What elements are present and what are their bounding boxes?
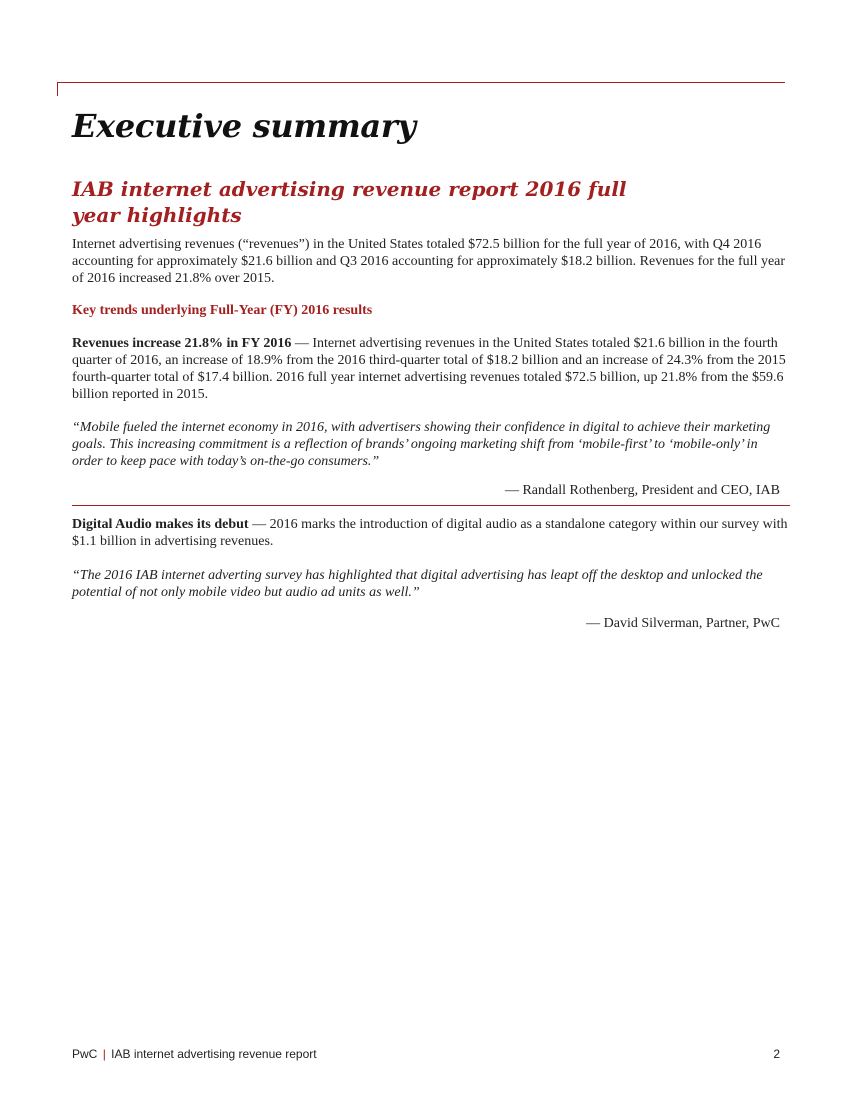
rothenberg-quote: “Mobile fueled the internet economy in 2016, with advertisers showing their confidence in digital to achieve their marketing goals. This increasing commitment is a reflection of brands’ ongoing marketing shift from ‘mobile-first’ to ‘mobile-only’ in order to keep pace with today’s on-the-go consumers.” <box>72 420 771 469</box>
header-rule-tick <box>57 82 58 96</box>
revenues-lead: Revenues increase 21.8% in FY 2016 <box>72 336 292 351</box>
section-divider <box>72 505 790 506</box>
header-rule <box>57 82 785 83</box>
highlights-heading: IAB internet advertising revenue report 2016 full year highlights <box>72 177 627 227</box>
audio-text: — 2016 marks the introduction of digital audio as a standalone category within our survey with $1.1 billion in advertising revenues. <box>72 517 788 549</box>
footer-report-name: IAB internet advertising revenue report <box>111 1047 317 1061</box>
page-content <box>72 100 790 632</box>
footer-brand: PwC <box>72 1047 98 1061</box>
silverman-attribution: — David Silverman, Partner, PwC <box>586 616 780 631</box>
silverman-quote: “The 2016 IAB internet adverting survey has highlighted that digital advertising has leapt off the desktop and unlocked the potential of not only mobile video but audio ad units as well.” <box>72 568 763 600</box>
rothenberg-attribution: — Randall Rothenberg, President and CEO, IAB <box>504 483 780 498</box>
audio-paragraph <box>72 516 790 550</box>
footer-separator: | <box>102 1047 106 1061</box>
page-number: 2 <box>773 1047 780 1061</box>
revenues-paragraph <box>72 335 790 403</box>
highlights-intro: Internet advertising revenues (“revenues”) in the United States totaled $72.5 billion for the full year of 2016, with Q4 2016 accounting for approximately $21.6 billion and Q3 2016 accounting for approximately $18.2 billion. Revenues for the full year of 2016 increased 21.8% over 2015. <box>72 237 786 286</box>
audio-lead: Digital Audio makes its debut <box>72 517 249 532</box>
revenues-text: — Internet advertising revenues in the United States totaled $21.6 billion in the fourth quarter of 2016, an increase of 18.9% from the 2016 third-quarter total of $18.2 billion and an increase of 24.3% from the 2015 fourth-quarter total of $17.4 billion. 2016 full year internet advertising revenues totaled $72.5 billion, up 21.8% from the $59.6 billion reported in 2015. <box>72 336 786 402</box>
page-footer <box>72 1047 780 1061</box>
key-trends-heading: Key trends underlying Full-Year (FY) 2016 results <box>72 303 373 318</box>
page-title: Executive summary <box>72 107 416 145</box>
